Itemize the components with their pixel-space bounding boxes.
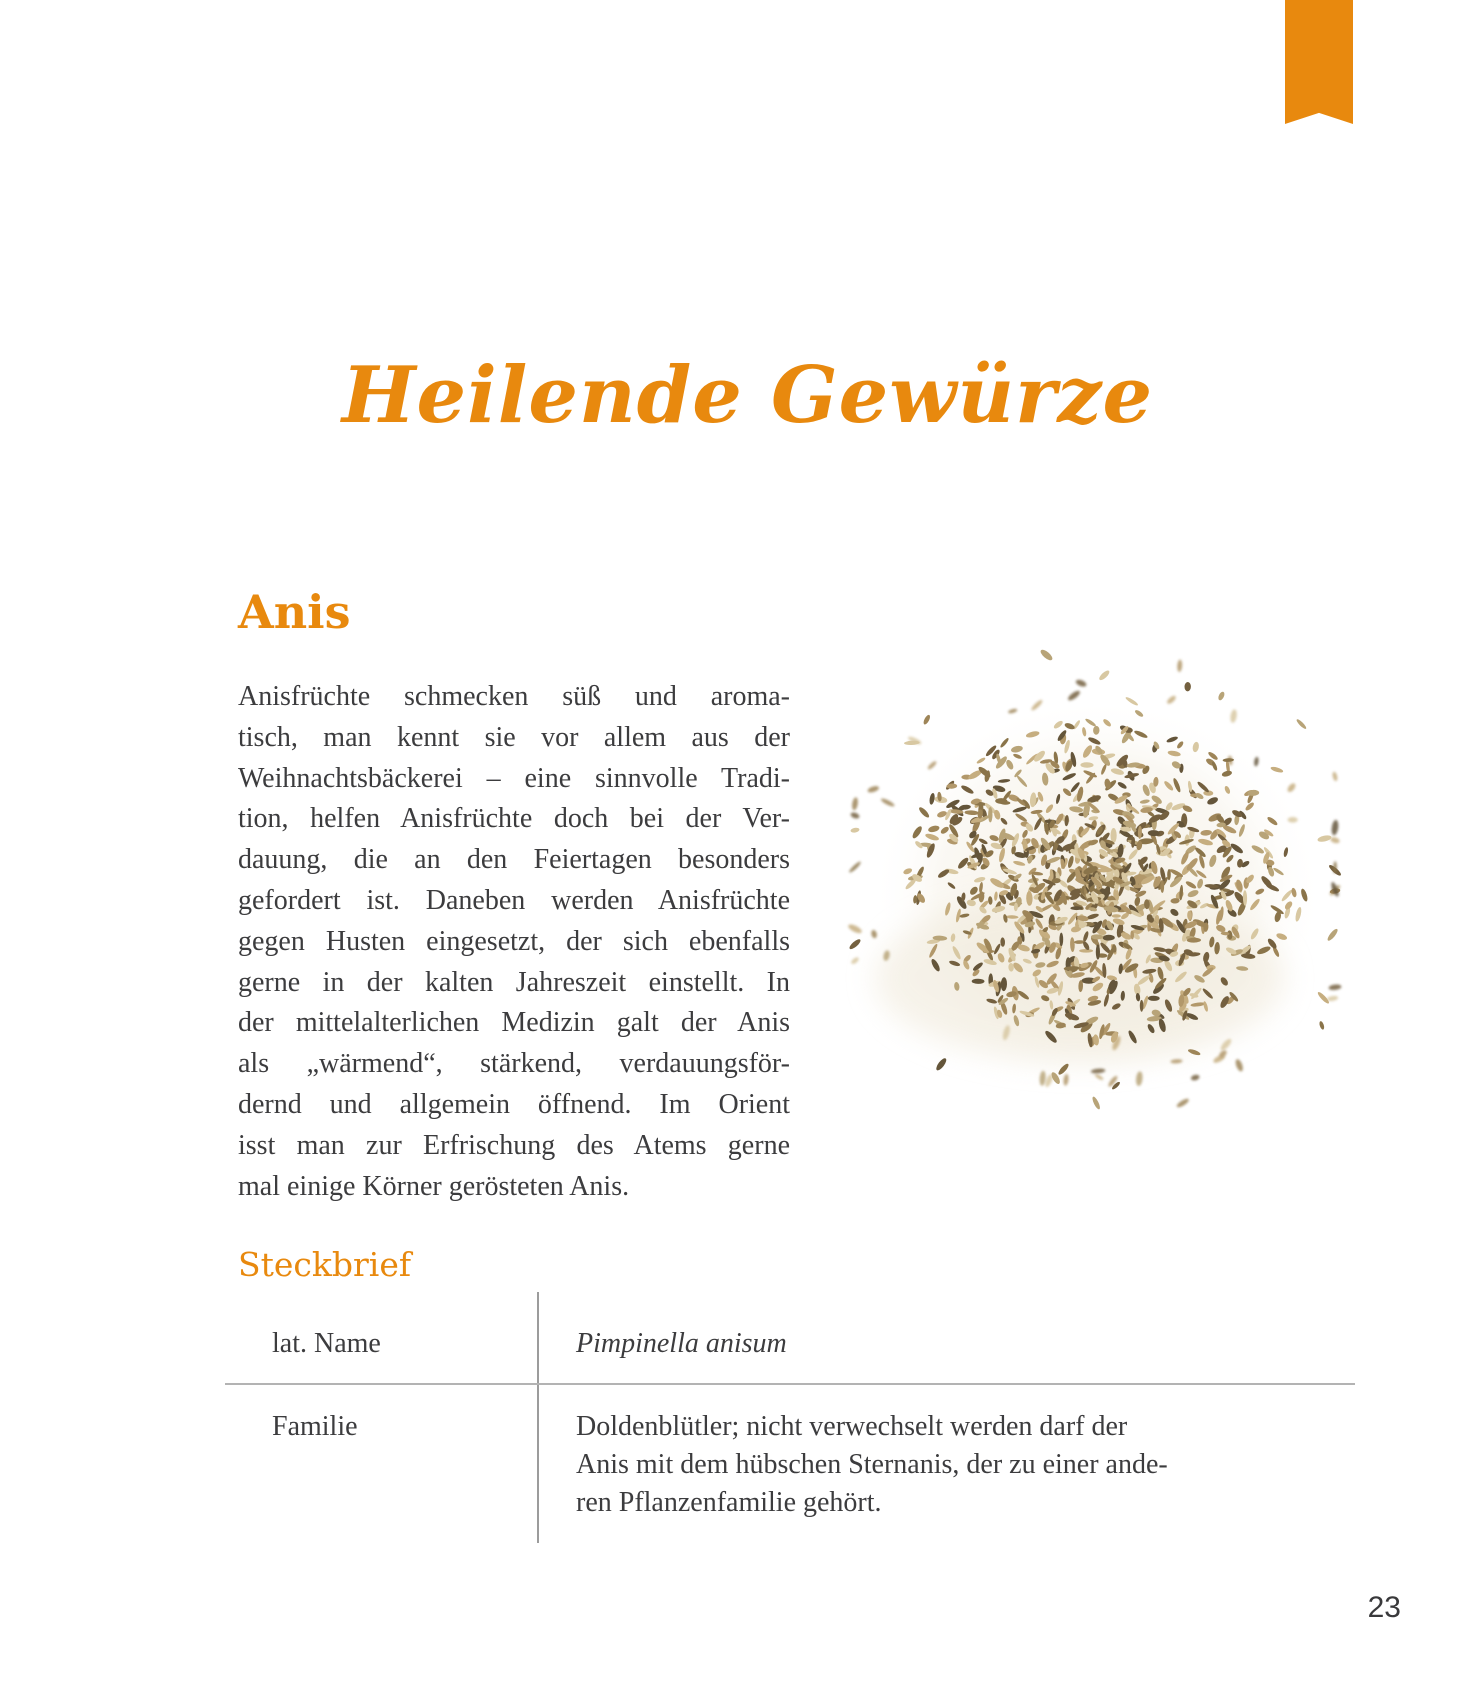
bookmark-ribbon-icon: [1285, 0, 1353, 124]
text-line: gerne in der kalten Jahreszeit einstellt. In: [238, 966, 790, 998]
text-line: tion, helfen Anisfrüchte doch bei der Ver-: [238, 803, 790, 835]
text-line: Anisfrüchte schmecken süß und aroma-: [238, 681, 790, 712]
anise-seeds-photo: [845, 633, 1345, 1115]
text-line: als „wärmend“, stärkend, verdauungsför-: [238, 1048, 790, 1080]
table-horizontal-divider: [225, 1383, 1355, 1385]
page-number: 23: [1367, 1591, 1401, 1624]
text-line: Doldenblütler; nicht verwechselt werden darf der: [576, 1411, 1128, 1442]
table-vertical-divider: [537, 1292, 539, 1543]
table-label-lat-name: lat. Name: [272, 1328, 381, 1359]
table-label-familie: Familie: [272, 1411, 358, 1442]
text-line: dernd und allgemein öffnend. Im Orient: [238, 1088, 790, 1120]
anise-seeds-image: [845, 633, 1345, 1115]
text-line: gefordert ist. Daneben werden Anisfrüchte: [238, 884, 790, 916]
text-line: Weihnachtsbäckerei – eine sinnvolle Tradi-: [238, 762, 790, 794]
text-line: der mittelalterlichen Medizin galt der Anis: [238, 1007, 790, 1039]
article-heading: Anis: [238, 585, 351, 639]
article-body: [238, 677, 790, 1207]
text-line: ren Pflanzenfamilie gehört.: [576, 1487, 882, 1518]
table-value-lat-name: Pimpinella anisum: [576, 1328, 787, 1359]
text-line: gegen Husten eingesetzt, der sich ebenfalls: [238, 925, 790, 957]
text-line: mal einige Körner gerösteten Anis.: [238, 1170, 630, 1202]
page-title: Heilende Gewürze: [341, 350, 1154, 441]
text-line: Anis mit dem hübschen Sternanis, der zu einer ande-: [576, 1449, 1168, 1480]
text-line: dauung, die an den Feiertagen besonders: [238, 844, 790, 876]
text-line: tisch, man kennt sie vor allem aus der: [238, 721, 790, 753]
steckbrief-heading: Steckbrief: [238, 1245, 412, 1284]
text-line: isst man zur Erfrischung des Atems gerne: [238, 1129, 790, 1161]
table-value-familie: [576, 1408, 1276, 1522]
